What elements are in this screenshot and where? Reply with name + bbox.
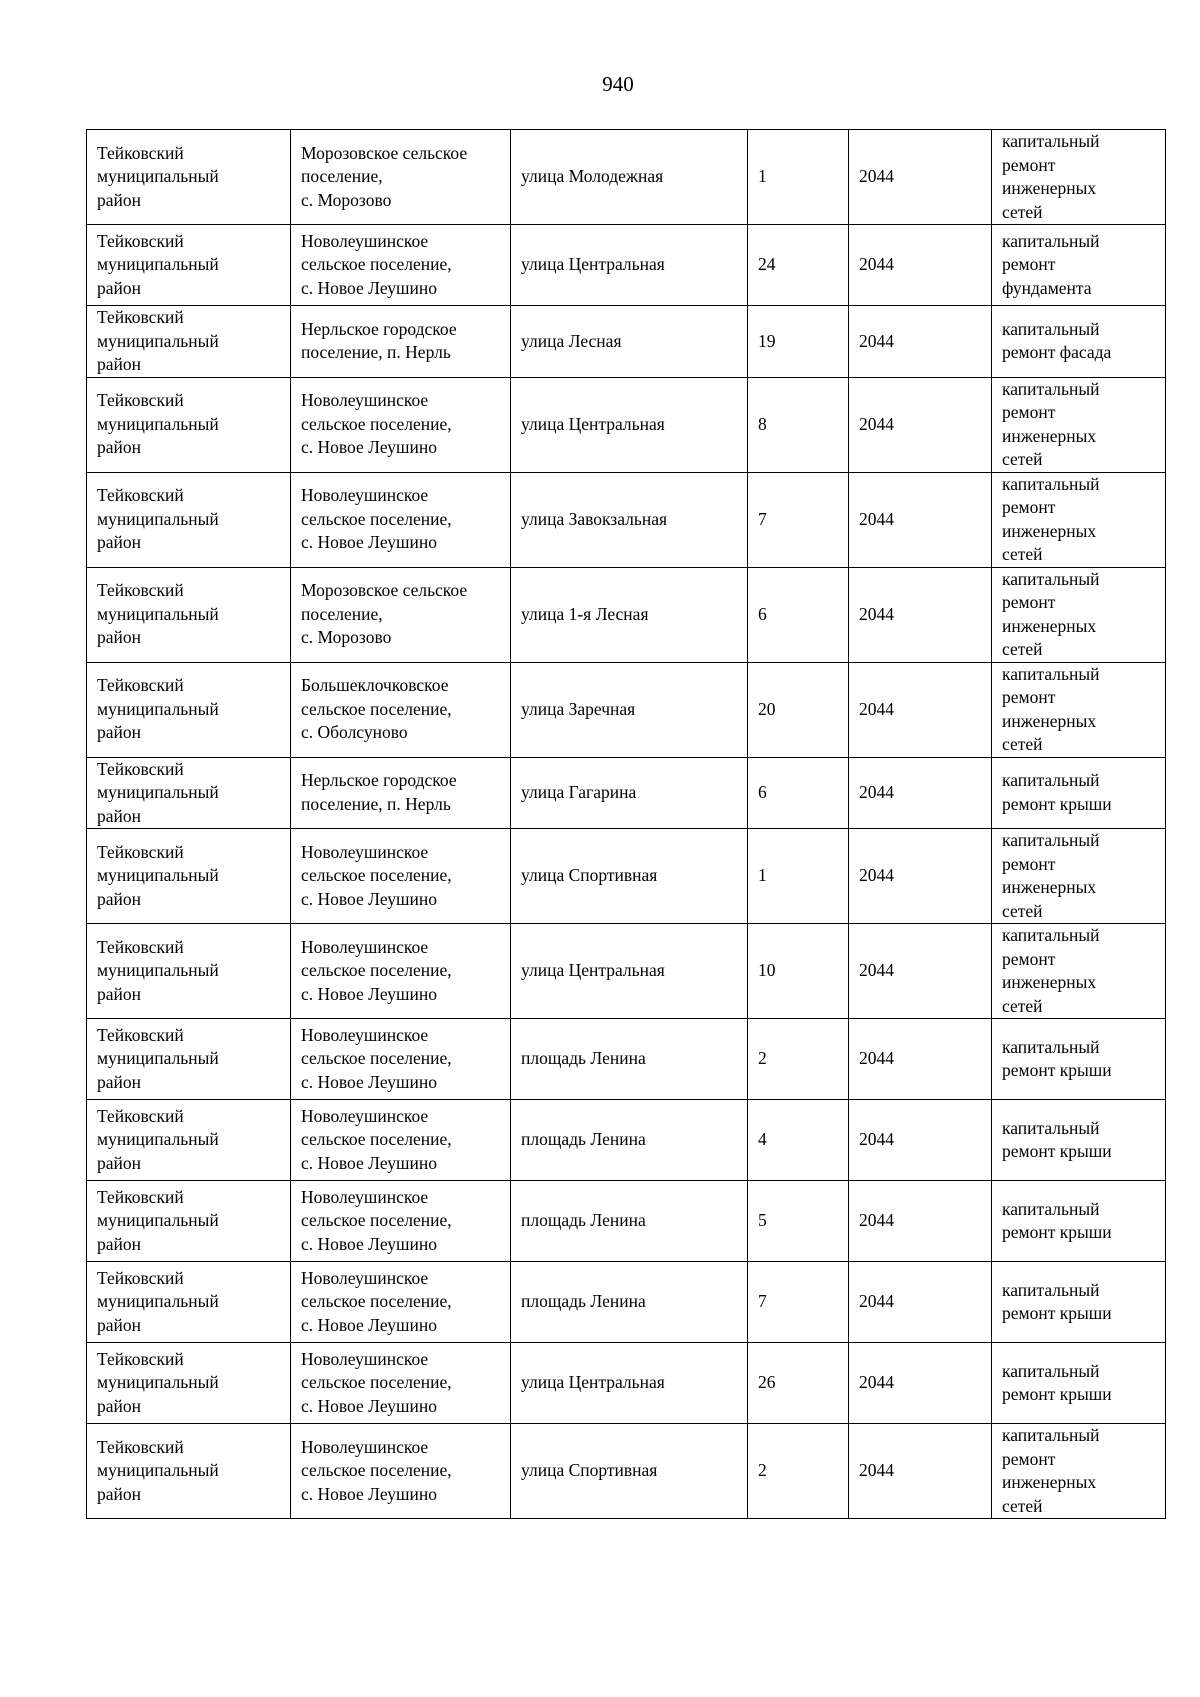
settlement-cell: Нерльское городское поселение, п. Нерль <box>291 306 511 378</box>
settlement-cell: Новолеушинское сельское поселение, с. Новое Леушино <box>291 225 511 306</box>
table-row <box>87 829 1166 924</box>
street-cell: улица Центральная <box>511 225 748 306</box>
street-cell: улица 1-я Лесная <box>511 567 748 662</box>
year-cell: 2044 <box>849 757 992 829</box>
table-row <box>87 1100 1166 1181</box>
district-cell: Тейковский муниципальный район <box>87 1343 291 1424</box>
district-cell: Тейковский муниципальный район <box>87 225 291 306</box>
district-cell: Тейковский муниципальный район <box>87 924 291 1019</box>
year-cell: 2044 <box>849 567 992 662</box>
page-number: 940 <box>602 72 634 96</box>
table-row <box>87 472 1166 567</box>
district-cell: Тейковский муниципальный район <box>87 1262 291 1343</box>
work-type-cell: капитальный ремонт крыши <box>992 1181 1166 1262</box>
work-type-cell: капитальный ремонт фундамента <box>992 225 1166 306</box>
year-cell: 2044 <box>849 1019 992 1100</box>
table-row <box>87 225 1166 306</box>
year-cell: 2044 <box>849 1262 992 1343</box>
settlement-cell: Морозовское сельское поселение, с. Морозово <box>291 567 511 662</box>
settlement-cell: Новолеушинское сельское поселение, с. Новое Леушино <box>291 1100 511 1181</box>
work-type-cell: капитальный ремонт крыши <box>992 1343 1166 1424</box>
year-cell: 2044 <box>849 306 992 378</box>
house-number-cell: 10 <box>748 924 849 1019</box>
settlement-cell: Большеклочковское сельское поселение, с. Оболсуново <box>291 662 511 757</box>
house-number-cell: 5 <box>748 1181 849 1262</box>
house-number-cell: 6 <box>748 567 849 662</box>
district-cell: Тейковский муниципальный район <box>87 757 291 829</box>
year-cell: 2044 <box>849 1181 992 1262</box>
table-row <box>87 1019 1166 1100</box>
street-cell: улица Спортивная <box>511 1424 748 1519</box>
work-type-cell: капитальный ремонт инженерных сетей <box>992 567 1166 662</box>
street-cell: улица Гагарина <box>511 757 748 829</box>
district-cell: Тейковский муниципальный район <box>87 377 291 472</box>
house-number-cell: 4 <box>748 1100 849 1181</box>
street-cell: площадь Ленина <box>511 1100 748 1181</box>
work-type-cell: капитальный ремонт инженерных сетей <box>992 829 1166 924</box>
district-cell: Тейковский муниципальный район <box>87 472 291 567</box>
street-cell: улица Заречная <box>511 662 748 757</box>
house-number-cell: 24 <box>748 225 849 306</box>
street-cell: площадь Ленина <box>511 1181 748 1262</box>
settlement-cell: Новолеушинское сельское поселение, с. Новое Леушино <box>291 472 511 567</box>
year-cell: 2044 <box>849 829 992 924</box>
table-row <box>87 1262 1166 1343</box>
year-cell: 2044 <box>849 924 992 1019</box>
table-row <box>87 130 1166 225</box>
work-type-cell: капитальный ремонт крыши <box>992 1100 1166 1181</box>
year-cell: 2044 <box>849 1424 992 1519</box>
street-cell: улица Центральная <box>511 377 748 472</box>
table-row <box>87 662 1166 757</box>
house-number-cell: 1 <box>748 829 849 924</box>
work-type-cell: капитальный ремонт крыши <box>992 757 1166 829</box>
work-type-cell: капитальный ремонт фасада <box>992 306 1166 378</box>
street-cell: улица Лесная <box>511 306 748 378</box>
settlement-cell: Новолеушинское сельское поселение, с. Новое Леушино <box>291 1424 511 1519</box>
street-cell: площадь Ленина <box>511 1262 748 1343</box>
work-type-cell: капитальный ремонт инженерных сетей <box>992 472 1166 567</box>
table-row <box>87 757 1166 829</box>
district-cell: Тейковский муниципальный район <box>87 306 291 378</box>
settlement-cell: Новолеушинское сельское поселение, с. Новое Леушино <box>291 1262 511 1343</box>
house-number-cell: 26 <box>748 1343 849 1424</box>
district-cell: Тейковский муниципальный район <box>87 662 291 757</box>
district-cell: Тейковский муниципальный район <box>87 130 291 225</box>
house-number-cell: 20 <box>748 662 849 757</box>
work-type-cell: капитальный ремонт инженерных сетей <box>992 130 1166 225</box>
street-cell: улица Молодежная <box>511 130 748 225</box>
street-cell: улица Завокзальная <box>511 472 748 567</box>
district-cell: Тейковский муниципальный район <box>87 829 291 924</box>
year-cell: 2044 <box>849 225 992 306</box>
table-row <box>87 306 1166 378</box>
settlement-cell: Новолеушинское сельское поселение, с. Новое Леушино <box>291 1181 511 1262</box>
work-type-cell: капитальный ремонт крыши <box>992 1019 1166 1100</box>
house-number-cell: 2 <box>748 1019 849 1100</box>
work-type-cell: капитальный ремонт инженерных сетей <box>992 662 1166 757</box>
house-number-cell: 7 <box>748 472 849 567</box>
district-cell: Тейковский муниципальный район <box>87 567 291 662</box>
district-cell: Тейковский муниципальный район <box>87 1100 291 1181</box>
year-cell: 2044 <box>849 130 992 225</box>
house-number-cell: 8 <box>748 377 849 472</box>
house-number-cell: 6 <box>748 757 849 829</box>
street-cell: площадь Ленина <box>511 1019 748 1100</box>
house-number-cell: 7 <box>748 1262 849 1343</box>
year-cell: 2044 <box>849 662 992 757</box>
year-cell: 2044 <box>849 472 992 567</box>
street-cell: улица Центральная <box>511 1343 748 1424</box>
settlement-cell: Новолеушинское сельское поселение, с. Новое Леушино <box>291 377 511 472</box>
settlement-cell: Новолеушинское сельское поселение, с. Новое Леушино <box>291 1343 511 1424</box>
house-number-cell: 1 <box>748 130 849 225</box>
work-type-cell: капитальный ремонт инженерных сетей <box>992 377 1166 472</box>
work-type-cell: капитальный ремонт инженерных сетей <box>992 924 1166 1019</box>
district-cell: Тейковский муниципальный район <box>87 1424 291 1519</box>
settlement-cell: Новолеушинское сельское поселение, с. Новое Леушино <box>291 829 511 924</box>
table-row <box>87 377 1166 472</box>
year-cell: 2044 <box>849 1100 992 1181</box>
settlement-cell: Новолеушинское сельское поселение, с. Новое Леушино <box>291 924 511 1019</box>
table-row <box>87 1181 1166 1262</box>
house-number-cell: 2 <box>748 1424 849 1519</box>
settlement-cell: Морозовское сельское поселение, с. Морозово <box>291 130 511 225</box>
settlement-cell: Нерльское городское поселение, п. Нерль <box>291 757 511 829</box>
settlement-cell: Новолеушинское сельское поселение, с. Новое Леушино <box>291 1019 511 1100</box>
table-row <box>87 924 1166 1019</box>
street-cell: улица Спортивная <box>511 829 748 924</box>
table-row <box>87 1343 1166 1424</box>
house-number-cell: 19 <box>748 306 849 378</box>
work-type-cell: капитальный ремонт крыши <box>992 1262 1166 1343</box>
housing-repair-table <box>86 129 1166 1519</box>
district-cell: Тейковский муниципальный район <box>87 1019 291 1100</box>
year-cell: 2044 <box>849 377 992 472</box>
work-type-cell: капитальный ремонт инженерных сетей <box>992 1424 1166 1519</box>
table-body <box>87 130 1166 1519</box>
street-cell: улица Центральная <box>511 924 748 1019</box>
district-cell: Тейковский муниципальный район <box>87 1181 291 1262</box>
table-row <box>87 567 1166 662</box>
year-cell: 2044 <box>849 1343 992 1424</box>
table-row <box>87 1424 1166 1519</box>
